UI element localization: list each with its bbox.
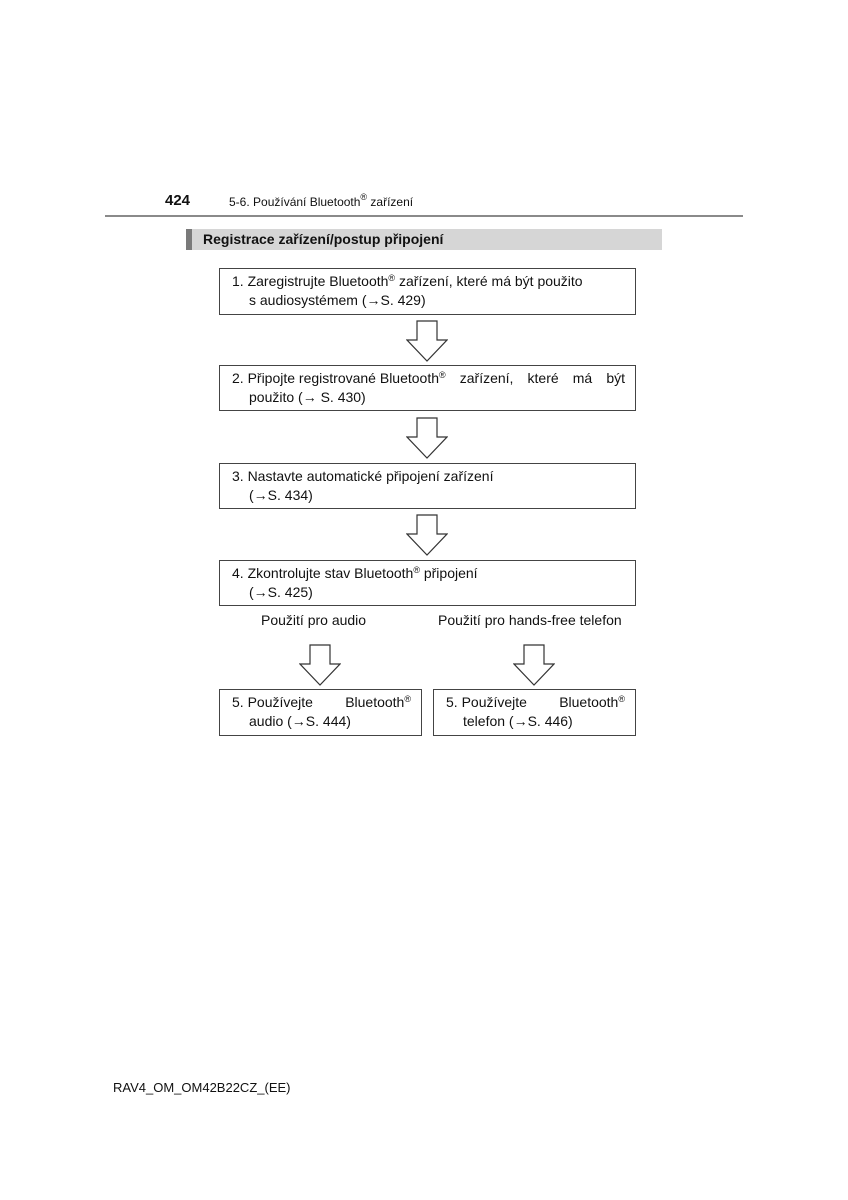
step-5-audio-box [219, 689, 422, 736]
step-3-line-1: 3. Nastavte automatické připojení zařízení [232, 468, 494, 484]
step-2-line-1 [232, 369, 625, 388]
registered-mark: ® [439, 370, 446, 380]
step-4-box [219, 560, 636, 606]
step-5-phone-word: 5. Používejte [446, 694, 527, 710]
section-header [229, 192, 414, 209]
down-arrow-icon [299, 644, 341, 686]
step-2-box [219, 365, 636, 411]
step-5-phone-brand-label: Bluetooth [559, 694, 619, 710]
subsection-title: Registrace zařízení/postup připojení [203, 231, 444, 247]
step-4-line-2: (→S. 425) [249, 584, 313, 600]
step-2-word: má [572, 370, 593, 386]
step-5-audio-line-2: audio (→S. 444) [249, 713, 351, 729]
branch-label-audio: Použití pro audio [261, 612, 367, 628]
step-5-audio-line-1 [232, 693, 411, 712]
step-2-line-2: použito (→ S. 430) [249, 389, 366, 405]
down-arrow-icon [513, 644, 555, 686]
down-arrow-icon [406, 417, 448, 459]
subsection-bar [186, 229, 662, 250]
step-2-word: být [606, 370, 625, 386]
step-1-box [219, 268, 636, 315]
step-1-text-b: zařízení, které má být použito [395, 273, 583, 289]
step-5-phone-word-brand [559, 693, 625, 712]
step-2-word: zařízení, [459, 370, 514, 386]
section-header-suffix: zařízení [367, 195, 414, 209]
step-1-line-1 [232, 272, 625, 291]
step-4-text-a: 4. Zkontrolujte stav Bluetooth [232, 565, 414, 581]
registered-mark: ® [413, 565, 420, 575]
registered-mark: ® [360, 192, 368, 202]
section-header-prefix: 5-6. Používání Bluetooth [229, 195, 361, 209]
down-arrow-icon [406, 320, 448, 362]
step-2-text-a [232, 369, 446, 388]
footer-code: RAV4_OM_OM42B22CZ_(EE) [113, 1080, 291, 1095]
registered-mark: ® [618, 694, 625, 704]
down-arrow-icon [406, 514, 448, 556]
step-5-audio-word-brand [345, 693, 411, 712]
step-3-box [219, 463, 636, 509]
registered-mark: ® [388, 273, 396, 283]
step-3-line-2: (→S. 434) [249, 487, 313, 503]
step-5-audio-word: 5. Používejte [232, 694, 313, 710]
header-rule [105, 215, 743, 217]
branch-label-hands-free: Použití pro hands-free telefon [438, 612, 622, 628]
step-5-phone-box [433, 689, 636, 736]
page-number: 424 [165, 192, 191, 209]
step-4-line-1 [232, 564, 625, 583]
step-1-text-a: 1. Zaregistrujte Bluetooth [232, 273, 389, 289]
step-4-text-b: připojení [419, 565, 478, 581]
registered-mark: ® [404, 694, 411, 704]
step-1-line-2: s audiosystémem (→S. 429) [249, 292, 426, 308]
step-5-audio-brand-label: Bluetooth [345, 694, 405, 710]
step-2-word: které [527, 370, 559, 386]
step-5-phone-line-2: telefon (→S. 446) [463, 713, 573, 729]
step-2-text-a-label: 2. Připojte registrované Bluetooth [232, 370, 440, 386]
step-5-phone-line-1 [446, 693, 625, 712]
